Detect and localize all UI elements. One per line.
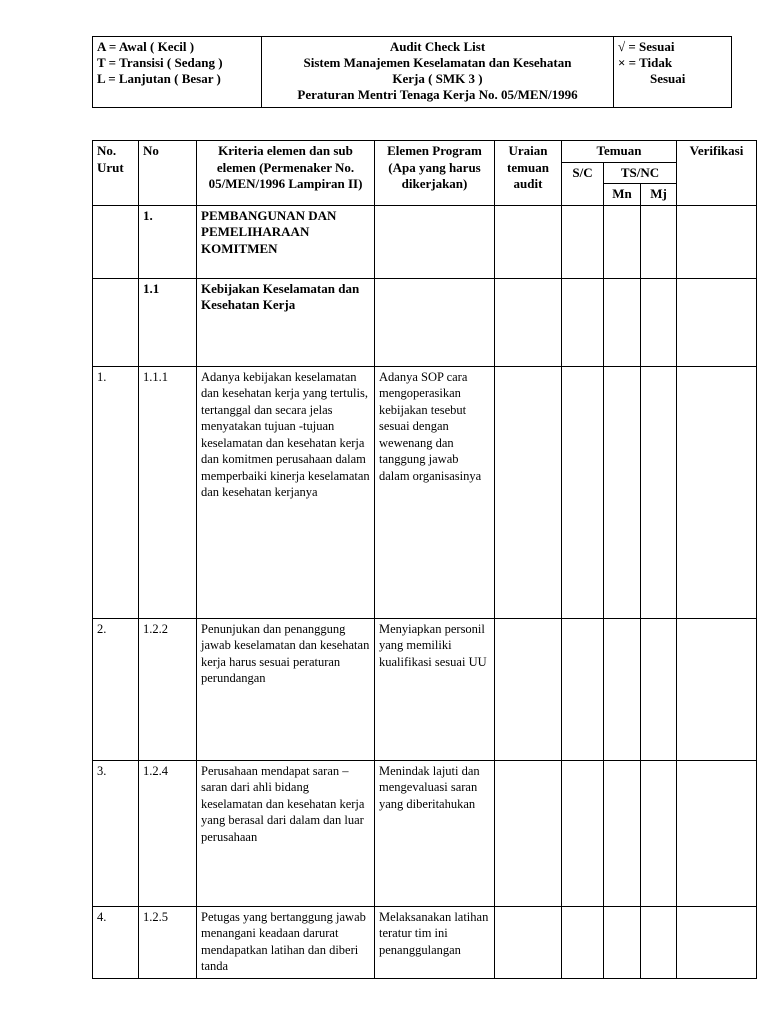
- header-no-urut: No. Urut: [93, 141, 139, 206]
- row-kriteria: Adanya kebijakan keselamatan dan kesehatan kerja yang tertulis, tertanggal dan secara jelas menyatakan tujuan -tujuan keselamatan dan kesehatan kerja dan komitmen perusahaan dalam memperbaiki kinerja keselamatan dan kesehatan kerjanya: [197, 366, 375, 618]
- header-no: No: [139, 141, 197, 206]
- row-mj-cell[interactable]: [641, 906, 677, 978]
- row-elemen: Melaksanakan latihan teratur tim ini penanggulangan: [375, 906, 495, 978]
- subsection-row: [93, 278, 757, 366]
- row-uraian-cell[interactable]: [495, 618, 562, 760]
- document-title: Audit Check List: [389, 39, 486, 54]
- row-sc-cell[interactable]: [562, 366, 604, 618]
- legend-level-a: A = Awal ( Kecil ): [97, 39, 195, 54]
- row-mn-cell[interactable]: [604, 760, 641, 906]
- subsection-number: 1.1: [139, 278, 197, 366]
- row-mj-cell[interactable]: [641, 618, 677, 760]
- legend-tidak-cont: Sesuai: [650, 71, 686, 86]
- row-elemen: Menindak lajuti dan mengevaluasi saran yang diberitahukan: [375, 760, 495, 906]
- row-mn-cell[interactable]: [604, 906, 641, 978]
- row-elemen: Menyiapkan personil yang memiliki kualifikasi sesuai UU: [375, 618, 495, 760]
- header-legend-box: [92, 36, 732, 108]
- header-sc: S/C: [562, 162, 604, 205]
- row-verifikasi-cell[interactable]: [677, 906, 757, 978]
- legend-level-l: L = Lanjutan ( Besar ): [97, 71, 221, 86]
- row-verifikasi-cell[interactable]: [677, 760, 757, 906]
- row-uraian-cell[interactable]: [495, 906, 562, 978]
- header-mj: Mj: [641, 184, 677, 206]
- row-sc-cell[interactable]: [562, 618, 604, 760]
- header-uraian: Uraian temuan audit: [495, 141, 562, 206]
- row-verifikasi-cell[interactable]: [677, 366, 757, 618]
- row-verifikasi-cell[interactable]: [677, 618, 757, 760]
- row-uraian-cell[interactable]: [495, 760, 562, 906]
- audit-checklist-table: [92, 140, 757, 979]
- document-title-block: [262, 37, 614, 107]
- legend-marks: [614, 37, 731, 107]
- row-mj-cell[interactable]: [641, 760, 677, 906]
- legend-level-t: T = Transisi ( Sedang ): [97, 55, 223, 70]
- row-urut: 3.: [93, 760, 139, 906]
- row-urut: 1.: [93, 366, 139, 618]
- row-mn-cell[interactable]: [604, 366, 641, 618]
- header-verifikasi: Verifikasi: [677, 141, 757, 206]
- table-row: [93, 760, 757, 906]
- table-row: [93, 366, 757, 618]
- document-regulation: Peraturan Mentri Tenaga Kerja No. 05/MEN/1996: [297, 87, 578, 102]
- row-mj-cell[interactable]: [641, 366, 677, 618]
- header-tsnc: TS/NC: [604, 162, 677, 184]
- row-no: 1.2.5: [139, 906, 197, 978]
- header-mn: Mn: [604, 184, 641, 206]
- row-kriteria: Penunjukan dan penanggung jawab keselamatan dan kesehatan kerja harus sesuai peraturan perundangan: [197, 618, 375, 760]
- section-title: PEMBANGUNAN DAN PEMELIHARAAN KOMITMEN: [197, 205, 375, 278]
- subsection-title: Kebijakan Keselamatan dan Kesehatan Kerja: [197, 278, 375, 366]
- legend-levels: [93, 37, 262, 107]
- legend-tidak: × = Tidak: [618, 55, 673, 70]
- legend-sesuai: √ = Sesuai: [618, 39, 675, 54]
- row-kriteria: Petugas yang bertanggung jawab menangani keadaan darurat mendapatkan latihan dan diberi tanda: [197, 906, 375, 978]
- document-subtitle-1: Sistem Manajemen Keselamatan dan Kesehatan: [303, 55, 572, 70]
- row-sc-cell[interactable]: [562, 760, 604, 906]
- row-elemen: Adanya SOP cara mengoperasikan kebijakan tesebut sesuai dengan wewenang dan tanggung jawab dalam organisasinya: [375, 366, 495, 618]
- row-urut: 4.: [93, 906, 139, 978]
- header-elemen-program: Elemen Program (Apa yang harus dikerjakan): [375, 141, 495, 206]
- table-row: [93, 906, 757, 978]
- row-no: 1.2.2: [139, 618, 197, 760]
- section-number: 1.: [139, 205, 197, 278]
- row-urut: 2.: [93, 618, 139, 760]
- row-kriteria: Perusahaan mendapat saran – saran dari ahli bidang keselamatan dan kesehatan kerja yang berasal dari dalam dan luar perusahaan: [197, 760, 375, 906]
- row-uraian-cell[interactable]: [495, 366, 562, 618]
- table-row: [93, 618, 757, 760]
- row-sc-cell[interactable]: [562, 906, 604, 978]
- document-subtitle-2: Kerja ( SMK 3 ): [392, 71, 483, 86]
- header-temuan: Temuan: [562, 141, 677, 163]
- header-kriteria: Kriteria elemen dan sub elemen (Permenaker No. 05/MEN/1996 Lampiran II): [197, 141, 375, 206]
- row-mn-cell[interactable]: [604, 618, 641, 760]
- row-no: 1.2.4: [139, 760, 197, 906]
- row-no: 1.1.1: [139, 366, 197, 618]
- section-row: [93, 205, 757, 278]
